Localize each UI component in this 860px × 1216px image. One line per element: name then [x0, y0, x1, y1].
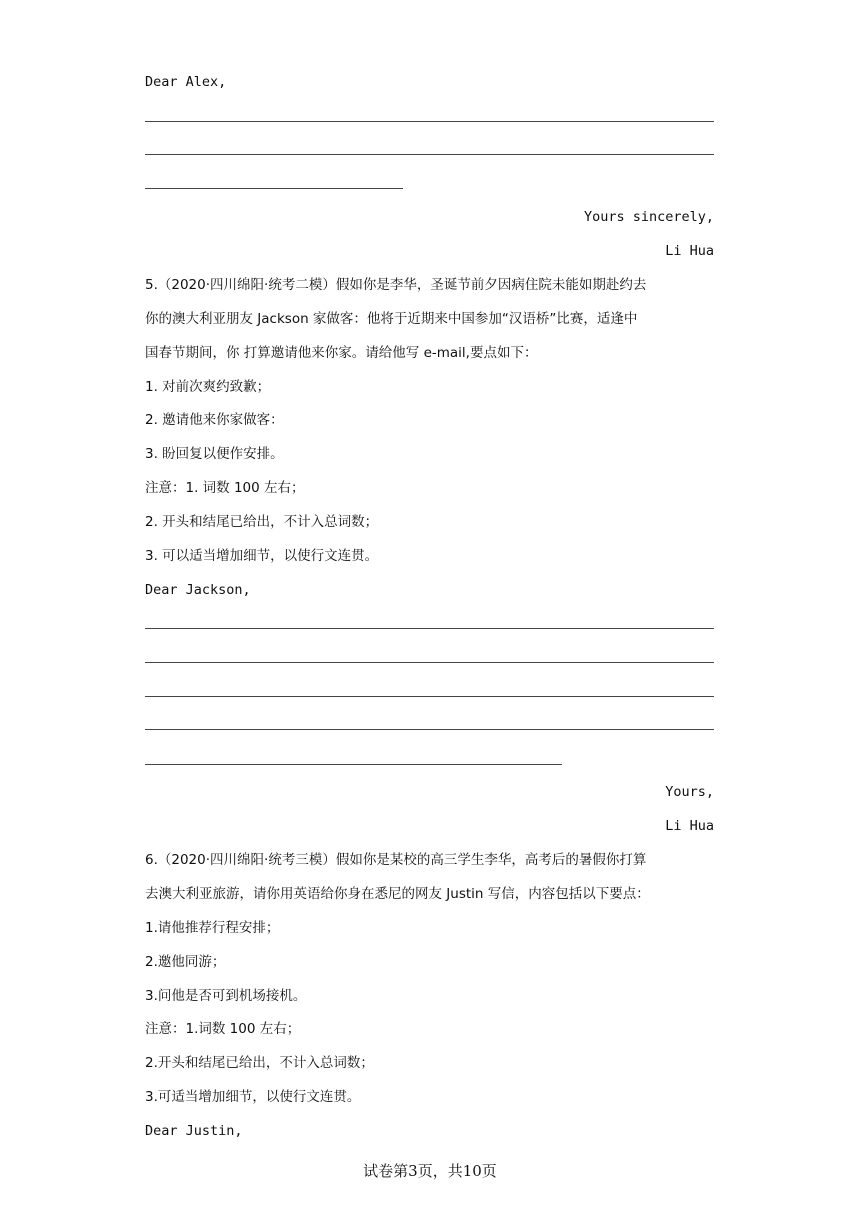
signature-li-hua: Li Hua: [665, 243, 714, 259]
closing-sincerely: Yours sincerely,: [583, 209, 714, 225]
greeting-jackson: Dear Jackson,: [145, 582, 251, 598]
greeting-justin: Dear Justin,: [145, 1123, 243, 1139]
q6-point-2: 2.邀他同游；: [145, 954, 226, 970]
q5-point-2: 2. 邀请他来你家做客：: [145, 412, 284, 428]
q5-point-3: 3. 盼回复以便作安排。: [145, 446, 284, 462]
q5-prompt-line-3: 国春节期间，你 打算邀请他来你家。请给他写 e-mail,要点如下：: [145, 345, 538, 361]
signature-li-hua-2: Li Hua: [665, 818, 714, 834]
answer-line: [145, 188, 403, 189]
answer-line: [145, 696, 714, 697]
answer-line: [145, 628, 714, 629]
q6-prompt-line-1: 6.（2020·四川绵阳·统考三模）假如你是某校的高三学生李华，高考后的暑假你打算: [145, 852, 647, 868]
q5-point-1: 1. 对前次爽约致歉；: [145, 379, 271, 395]
q6-note-1: 注意：1.词数 100 左右；: [145, 1021, 301, 1037]
greeting-alex: Dear Alex,: [145, 74, 227, 90]
q5-prompt-line-1: 5.（2020·四川绵阳·统考二模）假如你是李华，圣诞节前夕因病住院未能如期赴约去: [145, 277, 647, 293]
q5-note-3: 3. 可以适当增加细节，以使行文连贯。: [145, 548, 379, 564]
q6-note-3: 3.可适当增加细节，以使行文连贯。: [145, 1089, 361, 1105]
q6-point-1: 1.请他推荐行程安排；: [145, 920, 280, 936]
closing-yours: Yours,: [665, 784, 714, 800]
q5-prompt-line-2: 你的澳大利亚朋友 Jackson 家做客：他将于近期来中国参加“汉语桥”比赛，适逢中: [145, 311, 638, 327]
q6-prompt-line-2: 去澳大利亚旅游，请你用英语给你身在悉尼的网友 Justin 写信，内容包括以下要点：: [145, 886, 650, 902]
answer-line: [145, 154, 714, 155]
q5-note-2: 2. 开头和结尾已给出，不计入总词数；: [145, 514, 379, 530]
q6-note-2: 2.开头和结尾已给出，不计入总词数；: [145, 1055, 374, 1071]
q5-note-1: 注意：1. 词数 100 左右；: [145, 480, 305, 496]
answer-line: [145, 764, 562, 765]
answer-line: [145, 729, 714, 730]
answer-line: [145, 662, 714, 663]
answer-line: [145, 121, 714, 122]
page-footer: 试卷第3页，共10页: [363, 1162, 497, 1180]
q6-point-3: 3.问他是否可到机场接机。: [145, 988, 307, 1004]
